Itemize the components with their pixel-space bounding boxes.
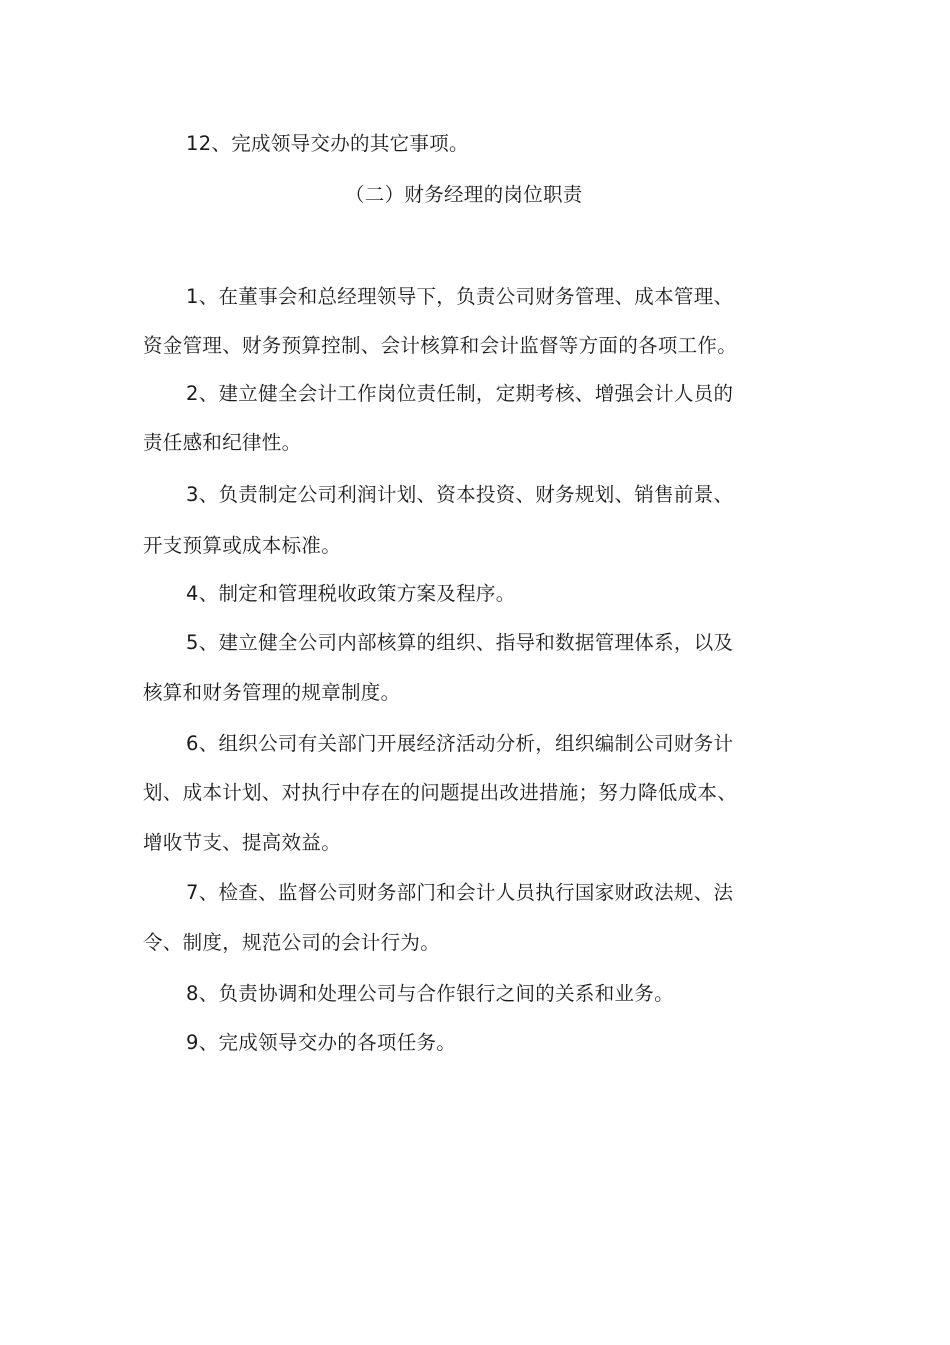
paragraph-line: 7、检查、监督公司财务部门和会计人员执行国家财政法规、法 bbox=[186, 881, 734, 904]
paragraph-line: 开支预算或成本标准。 bbox=[143, 534, 342, 557]
top-item: 12、完成领导交办的其它事项。 bbox=[186, 132, 469, 155]
paragraph-line: 4、制定和管理税收政策方案及程序。 bbox=[186, 582, 516, 605]
paragraph-line: 划、成本计划、对执行中存在的问题提出改进措施；努力降低成本、 bbox=[143, 781, 738, 804]
paragraph-line: 资金管理、财务预算控制、会计核算和会计监督等方面的各项工作。 bbox=[143, 334, 738, 357]
section-title: （二）财务经理的岗位职责 bbox=[345, 183, 583, 206]
paragraph-line: 令、制度，规范公司的会计行为。 bbox=[143, 931, 441, 954]
paragraph-line: 9、完成领导交办的各项任务。 bbox=[186, 1031, 457, 1054]
paragraph-line: 核算和财务管理的规章制度。 bbox=[143, 681, 401, 704]
paragraph-line: 增收节支、提高效益。 bbox=[143, 831, 342, 854]
paragraph-line: 8、负责协调和处理公司与合作银行之间的关系和业务。 bbox=[186, 982, 674, 1005]
paragraph-line: 责任感和纪律性。 bbox=[143, 431, 302, 454]
paragraph-line: 3、负责制定公司利润计划、资本投资、财务规划、销售前景、 bbox=[186, 483, 734, 506]
paragraph-line: 2、建立健全会计工作岗位责任制，定期考核、增强会计人员的 bbox=[186, 382, 734, 405]
paragraph-line: 1、在董事会和总经理领导下，负责公司财务管理、成本管理、 bbox=[186, 285, 734, 308]
paragraph-line: 5、建立健全公司内部核算的组织、指导和数据管理体系，以及 bbox=[186, 631, 734, 654]
paragraph-line: 6、组织公司有关部门开展经济活动分析，组织编制公司财务计 bbox=[186, 732, 734, 755]
